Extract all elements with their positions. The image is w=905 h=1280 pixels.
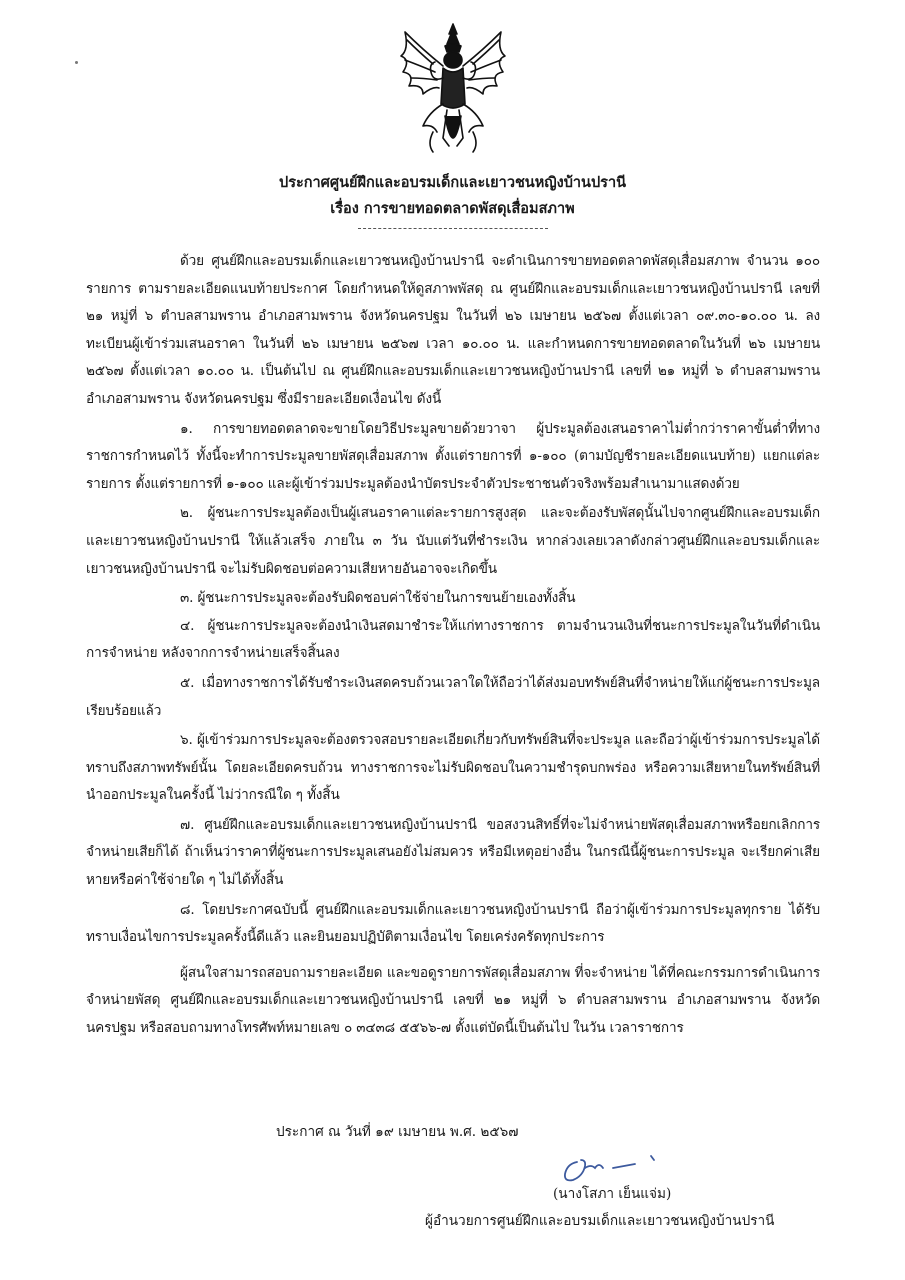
announcement-title: ประกาศศูนย์ฝึกและอบรมเด็กและเยาวชนหญิงบ้านปรานี <box>278 174 627 191</box>
signer-name: (นางโสภา เย็นแจ่ม) <box>553 1186 672 1202</box>
condition-item-8: ๘. โดยประกาศฉบับนี้ ศูนย์ฝึกและอบรมเด็กและเยาวชนหญิงบ้านปรานี ถือว่าผู้เข้าร่วมการประมูลทุกราย ได้รับทราบเงื่อนไขการประมูลครั้งนี้ดีแล้ว และยินยอมปฏิบัติตามเงื่อนไข โดยเคร่งครัดทุกประการ <box>86 901 820 946</box>
announcement-body <box>86 248 820 1045</box>
title-divider <box>358 228 548 229</box>
scan-speck <box>75 61 78 64</box>
announcement-subject: เรื่อง การขายทอดตลาดพัสดุเสื่อมสภาพ <box>330 200 575 217</box>
condition-item-6: ๖. ผู้เข้าร่วมการประมูลจะต้องตรวจสอบรายละเอียดเกี่ยวกับทรัพย์สินที่จะประมูล และถือว่าผู้เข้าร่วมการประมูลได้ทราบถึงสภาพทรัพย์นั้น โดยละเอียดครบถ้วน ทางราชการจะไม่รับผิดชอบในความชำรุดบกพร่อง หรือความเสียหายในทรัพย์สินที่นำออกประมูลในครั้งนี้ ไม่ว่ากรณีใด ๆ ทั้งสิ้น <box>86 732 820 804</box>
signer-position: ผู้อำนวยการศูนย์ฝึกและอบรมเด็กและเยาวชนหญิงบ้านปรานี <box>425 1213 775 1229</box>
condition-item-1: ๑. การขายทอดตลาดจะขายโดยวิธีประมูลขายด้วยวาจา ผู้ประมูลต้องเสนอราคาไม่ต่ำกว่าราคาขั้นต่ำที่ทางราชการกำหนดไว้ ทั้งนี้จะทำการประมูลขายพัสดุเสื่อมสภาพ ตั้งแต่รายการที่ ๑-๑๐๐ (ตามบัญชีรายละเอียดแนบท้าย) แยกแต่ละรายการ ตั้งแต่รายการที่ ๑-๑๐๐ และผู้เข้าร่วมประมูลต้องนำบัตรประจำตัวประชาชนตัวจริงพร้อมสำเนามาแสดงด้วย <box>86 420 820 492</box>
intro-paragraph: ด้วย ศูนย์ฝึกและอบรมเด็กและเยาวชนหญิงบ้านปรานี จะดำเนินการขายทอดตลาดพัสดุเสื่อมสภาพ จำนวน ๑๐๐ รายการ ตามรายละเอียดแนบท้ายประกาศ โดยกำหนดให้ดูสภาพพัสดุ ณ ศูนย์ฝึกและอบรมเด็กและเยาวชนหญิงบ้านปรานี เลขที่ ๒๑ หมู่ที่ ๖ ตำบลสามพราน อำเภอสามพราน จังหวัดนครปฐม ในวันที่ ๒๖ เมษายน ๒๕๖๗ ตั้งแต่เวลา ๐๙.๓๐-๑๐.๐๐ น. ลงทะเบียนผู้เข้าร่วมเสนอราคา ในวันที่ ๒๖ เมษายน ๒๕๖๗ เวลา ๑๐.๐๐ น. และกำหนดการขายทอดตลาดในวันที่ ๒๖ เมษายน ๒๕๖๗ ตั้งแต่เวลา ๑๐.๐๐ น. เป็นต้นไป ณ ศูนย์ฝึกและอบรมเด็กและเยาวชนหญิงบ้านปรานี เลขที่ ๒๑ หมู่ที่ ๖ ตำบลสามพราน อำเภอสามพราน จังหวัดนครปฐม ซึ่งมีรายละเอียดเงื่อนไข ดังนี้ <box>86 253 820 407</box>
condition-item-3: ๓. ผู้ชนะการประมูลจะต้องรับผิดชอบค่าใช้จ่ายในการขนย้ายเองทั้งสิ้น <box>180 590 576 607</box>
condition-item-5: ๕. เมื่อทางราชการได้รับชำระเงินสดครบถ้วนเวลาใดให้ถือว่าได้ส่งมอบทรัพย์สินที่จำหน่ายให้แก่ผู้ชนะการประมูลเรียบร้อยแล้ว <box>86 674 820 719</box>
announcement-date: ประกาศ ณ วันที่ ๑๙ เมษายน พ.ศ. ๒๕๖๗ <box>276 1124 519 1140</box>
contact-paragraph: ผู้สนใจสามารถสอบถามรายละเอียด และขอดูรายการพัสดุเสื่อมสภาพ ที่จะจำหน่าย ได้ที่คณะกรรมการดำเนินการจำหน่ายพัสดุ ศูนย์ฝึกและอบรมเด็กและเยาวชนหญิงบ้านปรานี เลขที่ ๒๑ หมู่ที่ ๖ ตำบลสามพราน อำเภอสามพราน จังหวัดนครปฐม หรือสอบถามทางโทรศัพท์หมายเลข ๐ ๓๔๓๘ ๕๕๖๖-๗ ตั้งแต่บัดนี้เป็นต้นไป ในวัน เวลาราชการ <box>86 964 820 1037</box>
condition-item-4: ๔. ผู้ชนะการประมูลจะต้องนำเงินสดมาชำระให้แก่ทางราชการ ตามจำนวนเงินที่ชนะการประมูลในวันที่ดำเนินการจำหน่าย หลังจากการจำหน่ายเสร็จสิ้นลง <box>86 617 820 662</box>
condition-item-7: ๗. ศูนย์ฝึกและอบรมเด็กและเยาวชนหญิงบ้านปรานี ขอสงวนสิทธิ์ที่จะไม่จำหน่ายพัสดุเสื่อมสภาพหรือยกเลิกการจำหน่ายเสียก็ได้ ถ้าเห็นว่าราคาที่ผู้ชนะการประมูลเสนอยังไม่สมควร หรือมีเหตุอย่างอื่น ในกรณีนี้ผู้ชนะการประมูล จะเรียกค่าเสียหายหรือค่าใช้จ่ายใด ๆ ไม่ได้ทั้งสิ้น <box>86 816 820 889</box>
header <box>0 170 905 229</box>
garuda-emblem-icon <box>393 20 513 160</box>
condition-item-2: ๒. ผู้ชนะการประมูลต้องเป็นผู้เสนอราคาแต่ละรายการสูงสุด และจะต้องรับพัสดุนั้นไปจากศูนย์ฝึกและอบรมเด็กและเยาวชนหญิงบ้านปรานี ให้แล้วเสร็จ ภายใน ๓ วัน นับแต่วันที่ชำระเงิน หากล่วงเลยเวลาดังกล่าวศูนย์ฝึกและอบรมเด็กและเยาวชนหญิงบ้านปรานี จะไม่รับผิดชอบต่อความเสียหายอันอาจจะเกิดขึ้น <box>86 505 820 577</box>
